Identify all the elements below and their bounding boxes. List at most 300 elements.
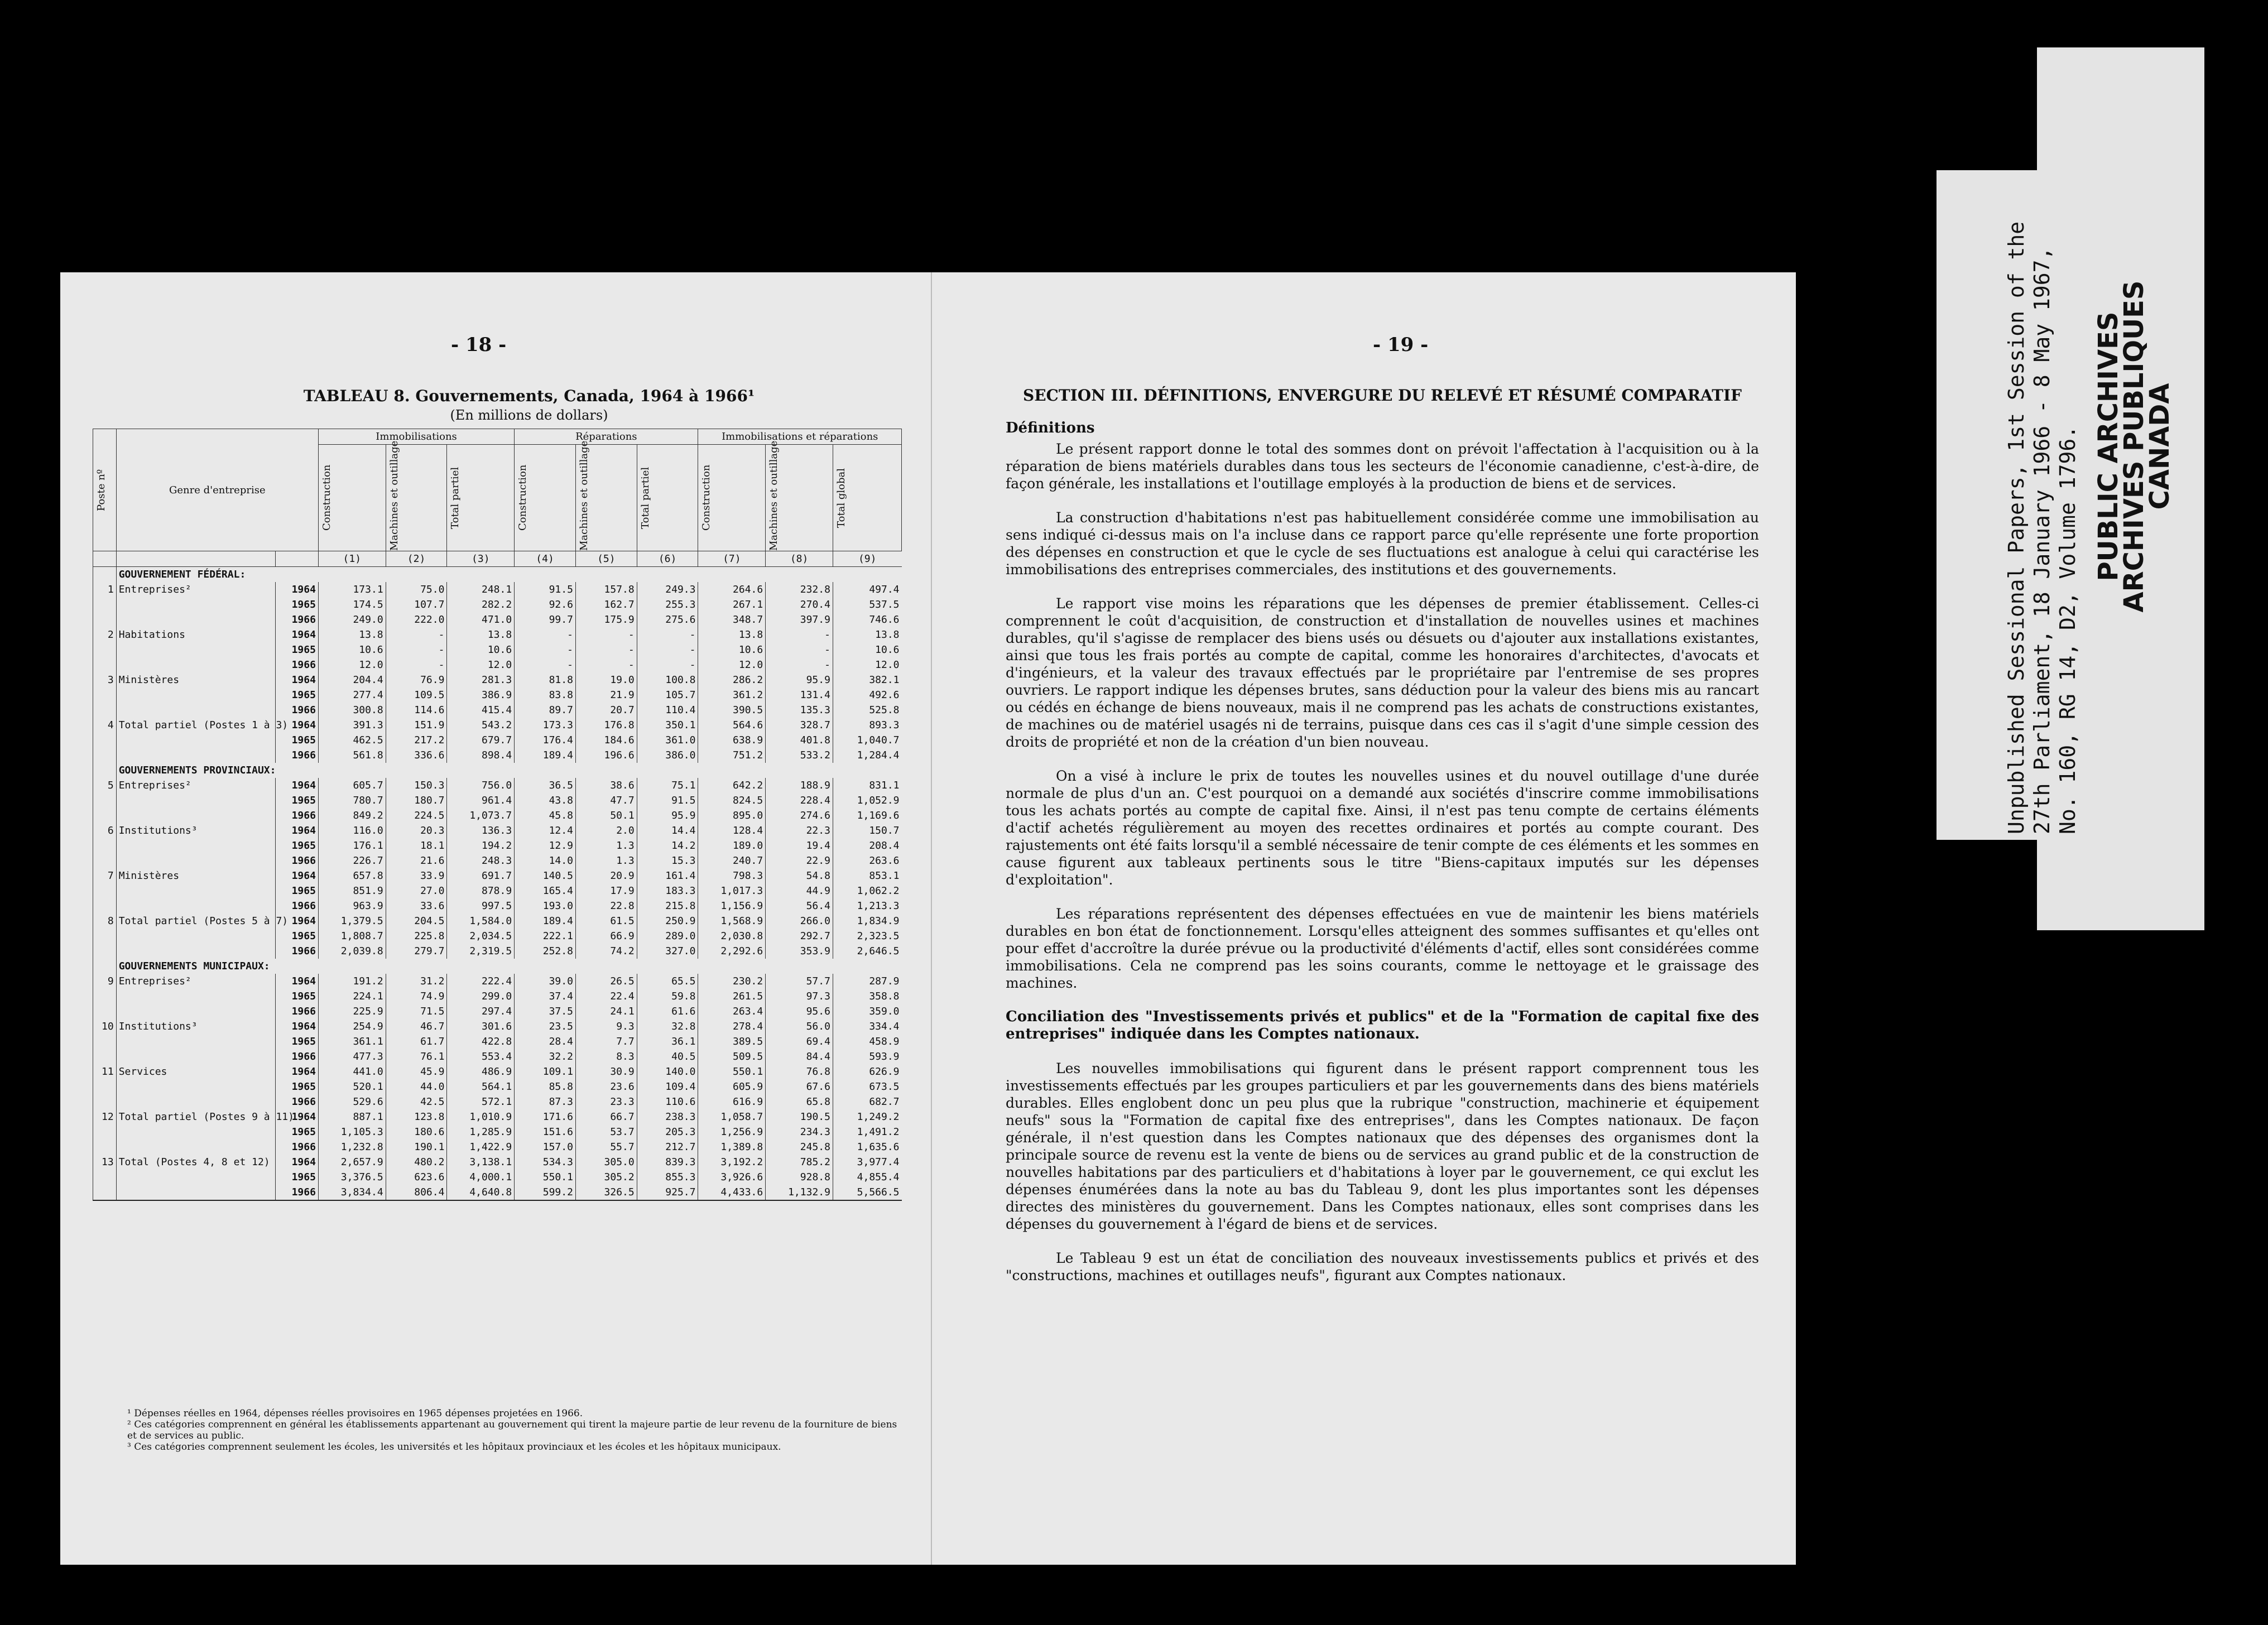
value-cell: 238.3 <box>637 1109 698 1124</box>
column-number: (3) <box>447 551 515 567</box>
column-number: (7) <box>698 551 766 567</box>
value-cell: 785.2 <box>766 1155 833 1170</box>
value-cell: 224.5 <box>386 808 447 823</box>
poste-cell: 6 <box>93 823 117 838</box>
value-cell: 33.6 <box>386 898 447 914</box>
value-cell: 69.4 <box>766 1034 833 1049</box>
paragraph: On a visé à inclure le prix de toutes les nouvelles usines et du nouvel outillage d'une durée normale de plus d'un an. C'est pourquoi on a demandé aux sociétés d'inscrire comme immobilisations tous les achats portés au compte de capital fixe. Ainsi, il n'est pas tenu compte de certains éléments d'actif achetés régulièrement au moyen des recettes ordinaires et portés au compte courant. Des rajustements ont été faits lorsqu'il a semblé nécessaire de tenir compte de ces éléments et les sommes en cause figurent aux tableaux pertinents sous le titre "Biens-capitaux imputés sur les dépenses d'exploitation". <box>1006 768 1759 888</box>
value-cell: 278.4 <box>698 1019 766 1034</box>
value-cell: 415.4 <box>447 703 515 718</box>
row-label <box>116 688 275 703</box>
value-cell: 157.8 <box>575 582 637 597</box>
row-label <box>116 733 275 748</box>
definitions-heading: Définitions <box>1006 420 1095 436</box>
value-cell: 14.0 <box>515 853 576 868</box>
value-cell: 4,640.8 <box>447 1185 515 1200</box>
poste-cell: 9 <box>93 974 117 989</box>
value-cell: 599.2 <box>515 1185 576 1200</box>
value-cell: 851.9 <box>318 883 386 898</box>
value-cell: 358.8 <box>833 989 901 1004</box>
header-group-immobilisations: Immobilisations <box>318 429 514 445</box>
value-cell: 593.9 <box>833 1049 901 1064</box>
value-cell: 184.6 <box>575 733 637 748</box>
value-cell: 50.1 <box>575 808 637 823</box>
table-row <box>93 703 902 718</box>
value-cell: 76.1 <box>386 1049 447 1064</box>
value-cell: 230.2 <box>698 974 766 989</box>
value-cell: 109.5 <box>386 688 447 703</box>
table-row <box>93 642 902 657</box>
value-cell: 204.4 <box>318 672 386 688</box>
value-cell: 89.7 <box>515 703 576 718</box>
value-cell: 131.4 <box>766 688 833 703</box>
row-label: Ministères <box>116 672 275 688</box>
archive-note-line: 27th Parliament, 18 January 1966 - 8 May 1967, <box>2030 247 2054 834</box>
value-cell: 2,030.8 <box>698 929 766 944</box>
value-cell: 2,646.5 <box>833 944 901 959</box>
row-label: Total partiel (Postes 5 à 7) <box>116 914 275 929</box>
value-cell: 361.0 <box>637 733 698 748</box>
value-cell: 626.9 <box>833 1064 901 1079</box>
subheader-col-4: Construction <box>515 445 576 551</box>
value-cell: 564.6 <box>698 718 766 733</box>
poste-cell: 4 <box>93 718 117 733</box>
row-label <box>116 1124 275 1140</box>
value-cell: 75.1 <box>637 778 698 793</box>
value-cell: 20.7 <box>575 703 637 718</box>
value-cell: 1,105.3 <box>318 1124 386 1140</box>
year-cell: 1966 <box>276 1185 319 1200</box>
value-cell: 1,010.9 <box>447 1109 515 1124</box>
value-cell: 261.5 <box>698 989 766 1004</box>
value-cell: 642.2 <box>698 778 766 793</box>
year-cell: 1965 <box>276 1079 319 1094</box>
subheader-col-3: Total partiel <box>447 445 515 551</box>
poste-cell <box>93 853 117 868</box>
table-row <box>93 1155 902 1170</box>
value-cell: 1,017.3 <box>698 883 766 898</box>
value-cell: 1,169.6 <box>833 808 901 823</box>
value-cell: 55.7 <box>575 1140 637 1155</box>
row-label: Total partiel (Postes 1 à 3) <box>116 718 275 733</box>
value-cell: 110.4 <box>637 703 698 718</box>
value-cell: 616.9 <box>698 1094 766 1109</box>
year-cell: 1965 <box>276 597 319 612</box>
year-cell: 1964 <box>276 868 319 883</box>
row-label <box>116 1049 275 1064</box>
value-cell: 116.0 <box>318 823 386 838</box>
value-cell: 348.7 <box>698 612 766 627</box>
poste-cell: 13 <box>93 1155 117 1170</box>
value-cell: 13.8 <box>318 627 386 642</box>
value-cell: 10.6 <box>447 642 515 657</box>
poste-cell: 10 <box>93 1019 117 1034</box>
table-title <box>138 387 920 425</box>
year-cell: 1965 <box>276 1170 319 1185</box>
value-cell: 270.4 <box>766 597 833 612</box>
value-cell: 95.9 <box>637 808 698 823</box>
table-row <box>93 808 902 823</box>
value-cell: 24.1 <box>575 1004 637 1019</box>
value-cell: 1.3 <box>575 838 637 853</box>
value-cell: 36.5 <box>515 778 576 793</box>
value-cell: 71.5 <box>386 1004 447 1019</box>
value-cell: 5,566.5 <box>833 1185 901 1200</box>
value-cell: 248.1 <box>447 582 515 597</box>
poste-cell <box>93 793 117 808</box>
value-cell: 525.8 <box>833 703 901 718</box>
year-cell: 1964 <box>276 672 319 688</box>
table-row <box>93 688 902 703</box>
value-cell: 497.4 <box>833 582 901 597</box>
header-genre: Genre d'entreprise <box>116 429 318 551</box>
value-cell: 289.0 <box>637 929 698 944</box>
header-group-reparations: Réparations <box>515 429 698 445</box>
archive-stamp-line: ARCHIVES PUBLIQUES <box>2118 280 2150 613</box>
value-cell: 176.4 <box>515 733 576 748</box>
value-cell: 299.0 <box>447 989 515 1004</box>
value-cell: 638.9 <box>698 733 766 748</box>
value-cell: 281.3 <box>447 672 515 688</box>
group-label: GOUVERNEMENTS PROVINCIAUX: <box>116 763 901 778</box>
column-number: (5) <box>575 551 637 567</box>
value-cell: 458.9 <box>833 1034 901 1049</box>
value-cell: 849.2 <box>318 808 386 823</box>
value-cell: 193.0 <box>515 898 576 914</box>
value-cell: 391.3 <box>318 718 386 733</box>
footnote: ¹ Dépenses réelles en 1964, dépenses réelles provisoires en 1965 dépenses projetées en 1966. <box>127 1408 583 1419</box>
row-label: Entreprises² <box>116 778 275 793</box>
column-number: (8) <box>766 551 833 567</box>
value-cell: 529.6 <box>318 1094 386 1109</box>
paragraph: Les nouvelles immobilisations qui figurent dans le présent rapport comprennent tous les investissements effectués par les groupes particuliers et par les gouvernements dans des biens matériels durables. Elles englobent donc un peu plus que la rubrique "construction, machinerie et équipement neufs" sous la "Formation de capital fixe des entreprises", dans les Comptes nationaux. De façon générale, il n'est question dans les Comptes nationaux que des dépenses des organismes dont la principale source de revenu est la vente de biens ou de services au grand public et de la construction de nouvelles habitations par des particuliers et d'habitations à loyer par le gouvernement, ce qui exclut les dépenses énumérées dans la note au bas du Tableau 9, dont les plus importantes sont les dépenses directes des ministères du gouvernement. Dans les Comptes nationaux, elles sont comprises dans les dépenses du gouvernement à l'égard de biens et de services. <box>1006 1060 1759 1232</box>
value-cell: 222.0 <box>386 612 447 627</box>
value-cell: 1,584.0 <box>447 914 515 929</box>
footnotes <box>127 1408 897 1453</box>
value-cell: 305.0 <box>575 1155 637 1170</box>
row-label <box>116 1094 275 1109</box>
value-cell: 171.6 <box>515 1109 576 1124</box>
value-cell: 292.7 <box>766 929 833 944</box>
value-cell: 806.4 <box>386 1185 447 1200</box>
value-cell: 831.1 <box>833 778 901 793</box>
value-cell: 1,249.2 <box>833 1109 901 1124</box>
row-label <box>116 657 275 672</box>
table-row <box>93 612 902 627</box>
poste-cell: 1 <box>93 582 117 597</box>
archive-reference-note <box>2003 109 2080 834</box>
value-cell: 110.6 <box>637 1094 698 1109</box>
section-title: SECTION III. DÉFINITIONS, ENVERGURE DU RELEVÉ ET RÉSUMÉ COMPARATIF <box>1022 386 1742 405</box>
value-cell: 190.5 <box>766 1109 833 1124</box>
header-poste: Poste nº <box>93 429 117 551</box>
value-cell: 225.9 <box>318 1004 386 1019</box>
value-cell: 151.6 <box>515 1124 576 1140</box>
value-cell: - <box>766 642 833 657</box>
subheader-col-6: Total partiel <box>637 445 698 551</box>
year-cell: 1964 <box>276 914 319 929</box>
table-row <box>93 898 902 914</box>
row-label <box>116 793 275 808</box>
value-cell: - <box>575 657 637 672</box>
poste-cell <box>93 703 117 718</box>
value-cell: 17.9 <box>575 883 637 898</box>
value-cell: 57.7 <box>766 974 833 989</box>
table-body <box>93 551 902 1201</box>
value-cell: 361.1 <box>318 1034 386 1049</box>
value-cell: 176.1 <box>318 838 386 853</box>
year-cell: 1966 <box>276 1140 319 1155</box>
row-label <box>116 853 275 868</box>
value-cell: 180.6 <box>386 1124 447 1140</box>
value-cell: 255.3 <box>637 597 698 612</box>
value-cell: 534.3 <box>515 1155 576 1170</box>
value-cell: 22.9 <box>766 853 833 868</box>
value-cell: 173.1 <box>318 582 386 597</box>
value-cell: 38.6 <box>575 778 637 793</box>
value-cell: 263.6 <box>833 853 901 868</box>
value-cell: 1,073.7 <box>447 808 515 823</box>
poste-cell <box>93 748 117 763</box>
year-cell: 1966 <box>276 808 319 823</box>
poste-cell <box>93 944 117 959</box>
poste-cell <box>93 597 117 612</box>
table-row <box>93 1049 902 1064</box>
year-cell: 1966 <box>276 853 319 868</box>
conciliation-heading: Conciliation des "Investissements privés et publics" et de la "Formation de capital fixe des entreprises" indiquée dans les Comptes nationaux. <box>1006 1008 1759 1042</box>
value-cell: 898.4 <box>447 748 515 763</box>
poste-cell <box>93 688 117 703</box>
value-cell: 553.4 <box>447 1049 515 1064</box>
table-row <box>93 1109 902 1124</box>
value-cell: 43.8 <box>515 793 576 808</box>
value-cell: 3,138.1 <box>447 1155 515 1170</box>
value-cell: 23.3 <box>575 1094 637 1109</box>
value-cell: - <box>637 657 698 672</box>
value-cell: 191.2 <box>318 974 386 989</box>
header-group-total: Immobilisations et réparations <box>698 429 902 445</box>
year-cell: 1964 <box>276 718 319 733</box>
poste-cell <box>93 1079 117 1094</box>
value-cell: 232.8 <box>766 582 833 597</box>
value-cell: - <box>637 627 698 642</box>
value-cell: 12.4 <box>515 823 576 838</box>
table-title-text: TABLEAU 8. Gouvernements, Canada, 1964 à 1966¹ <box>303 387 755 405</box>
year-cell: 1964 <box>276 974 319 989</box>
row-label: Total partiel (Postes 9 à 11) <box>116 1109 275 1124</box>
value-cell: 100.8 <box>637 672 698 688</box>
value-cell: 1,285.9 <box>447 1124 515 1140</box>
value-cell: 441.0 <box>318 1064 386 1079</box>
value-cell: 1.3 <box>575 853 637 868</box>
table-row <box>93 1064 902 1079</box>
value-cell: 1,213.3 <box>833 898 901 914</box>
subheader-col-8: Machines et outillage <box>766 445 833 551</box>
value-cell: 605.9 <box>698 1079 766 1094</box>
data-table <box>93 429 902 1201</box>
value-cell: 23.5 <box>515 1019 576 1034</box>
column-number: (4) <box>515 551 576 567</box>
value-cell: 189.0 <box>698 838 766 853</box>
value-cell: 2.0 <box>575 823 637 838</box>
row-label <box>116 808 275 823</box>
year-cell: 1964 <box>276 627 319 642</box>
value-cell: 471.0 <box>447 612 515 627</box>
value-cell: 14.2 <box>637 838 698 853</box>
value-cell: 543.2 <box>447 718 515 733</box>
value-cell: 204.5 <box>386 914 447 929</box>
subheader-col-5: Machines et outillage <box>575 445 637 551</box>
table-row <box>93 718 902 733</box>
row-label <box>116 1185 275 1200</box>
value-cell: 189.4 <box>515 748 576 763</box>
value-cell: 190.1 <box>386 1140 447 1155</box>
table-row <box>93 1124 902 1140</box>
table-row <box>93 672 902 688</box>
value-cell: 151.9 <box>386 718 447 733</box>
value-cell: 22.8 <box>575 898 637 914</box>
value-cell: 1,052.9 <box>833 793 901 808</box>
poste-cell: 2 <box>93 627 117 642</box>
value-cell: 97.3 <box>766 989 833 1004</box>
value-cell: 95.6 <box>766 1004 833 1019</box>
row-label <box>116 989 275 1004</box>
value-cell: 264.6 <box>698 582 766 597</box>
value-cell: 1,568.9 <box>698 914 766 929</box>
row-label <box>116 883 275 898</box>
value-cell: 217.2 <box>386 733 447 748</box>
poste-cell <box>93 808 117 823</box>
table-row <box>93 914 902 929</box>
value-cell: 1,834.9 <box>833 914 901 929</box>
poste-cell: 3 <box>93 672 117 688</box>
value-cell: 46.7 <box>386 1019 447 1034</box>
right-page-content <box>1006 387 1759 1301</box>
value-cell: 74.2 <box>575 944 637 959</box>
archive-note-line: Unpublished Sessional Papers, 1st Session of the <box>2004 221 2029 834</box>
table-subtitle: (En millions de dollars) <box>450 407 608 423</box>
column-number: (9) <box>833 551 901 567</box>
value-cell: 61.6 <box>637 1004 698 1019</box>
value-cell: 10.6 <box>833 642 901 657</box>
value-cell: 76.8 <box>766 1064 833 1079</box>
value-cell: 2,319.5 <box>447 944 515 959</box>
column-number: (1) <box>318 551 386 567</box>
value-cell: 382.1 <box>833 672 901 688</box>
value-cell: 250.9 <box>637 914 698 929</box>
value-cell: 3,926.6 <box>698 1170 766 1185</box>
value-cell: 26.5 <box>575 974 637 989</box>
row-label <box>116 1140 275 1155</box>
value-cell: - <box>515 642 576 657</box>
value-cell: - <box>386 627 447 642</box>
value-cell: 87.3 <box>515 1094 576 1109</box>
value-cell: 2,034.5 <box>447 929 515 944</box>
left-page <box>60 272 931 1565</box>
value-cell: 386.9 <box>447 688 515 703</box>
value-cell: 780.7 <box>318 793 386 808</box>
value-cell: 334.4 <box>833 1019 901 1034</box>
value-cell: 9.3 <box>575 1019 637 1034</box>
poste-cell <box>93 838 117 853</box>
value-cell: 4,000.1 <box>447 1170 515 1185</box>
row-label <box>116 748 275 763</box>
table-row <box>93 868 902 883</box>
value-cell: 550.1 <box>698 1064 766 1079</box>
value-cell: 1,062.2 <box>833 883 901 898</box>
column-number: (6) <box>637 551 698 567</box>
table-row <box>93 974 902 989</box>
value-cell: 297.4 <box>447 1004 515 1019</box>
value-cell: 83.8 <box>515 688 576 703</box>
value-cell: 682.7 <box>833 1094 901 1109</box>
value-cell: 222.1 <box>515 929 576 944</box>
value-cell: 282.2 <box>447 597 515 612</box>
poste-cell <box>93 1185 117 1200</box>
value-cell: 245.8 <box>766 1140 833 1155</box>
value-cell: 252.8 <box>515 944 576 959</box>
paragraph: Les réparations représentent des dépenses effectuées en vue de maintenir les biens matériels durables en bon état de fonctionnement. Lorsqu'elles atteignent des sommes suffisantes et qu'elles ont pour effet d'accroître la durée prévue ou la productivité d'éléments d'actif, elles sont considérées comme immobilisations. Cela ne comprend pas les soins courants, comme le nettoyage et le graissage des machines. <box>1006 906 1759 991</box>
value-cell: 605.7 <box>318 778 386 793</box>
subheader-col-1: Construction <box>318 445 386 551</box>
value-cell: 222.4 <box>447 974 515 989</box>
table-row <box>93 838 902 853</box>
poste-cell: 7 <box>93 868 117 883</box>
value-cell: 623.6 <box>386 1170 447 1185</box>
paragraph: Le rapport vise moins les réparations que les dépenses de premier établissement. Celles-ci comprennent le coût d'acquisition, de construction et d'installation de nouvelles usines et machines durables, qu'il s'agisse de remplacer des biens usés ou désuets ou d'ajouter aux installations existantes, ainsi que tous les frais portés au compte de capital, comme les honoraires d'architectes, d'avocats et d'ingénieurs, et la valeur des travaux effectués par le propriétaire par l'entremise de ses propres ouvriers. Le rapport indique les dépenses brutes, sans déduction pour la valeur des biens mis au rancart ou cédés en échange de biens nouveaux, mais il ne comprend pas les achats de constructions existantes, de machines ou de matériel usagés ni de terrains, puisque dans ces cas il s'agit d'une simple cession des droits de propriété et non de la création d'un bien nouveau. <box>1006 595 1759 750</box>
value-cell: 1,379.5 <box>318 914 386 929</box>
value-cell: 509.5 <box>698 1049 766 1064</box>
year-cell: 1966 <box>276 1049 319 1064</box>
poste-cell: 11 <box>93 1064 117 1079</box>
value-cell: 249.0 <box>318 612 386 627</box>
value-cell: 36.1 <box>637 1034 698 1049</box>
value-cell: 174.5 <box>318 597 386 612</box>
value-cell: 2,039.8 <box>318 944 386 959</box>
value-cell: 140.5 <box>515 868 576 883</box>
poste-cell <box>93 1049 117 1064</box>
value-cell: 839.3 <box>637 1155 698 1170</box>
value-cell: 1,808.7 <box>318 929 386 944</box>
table-row <box>93 944 902 959</box>
table-row <box>93 793 902 808</box>
value-cell: 266.0 <box>766 914 833 929</box>
value-cell: 42.5 <box>386 1094 447 1109</box>
value-cell: 19.0 <box>575 672 637 688</box>
value-cell: 7.7 <box>575 1034 637 1049</box>
value-cell: 963.9 <box>318 898 386 914</box>
value-cell: 30.9 <box>575 1064 637 1079</box>
value-cell: 196.6 <box>575 748 637 763</box>
value-cell: 215.8 <box>637 898 698 914</box>
value-cell: 212.7 <box>637 1140 698 1155</box>
value-cell: 85.8 <box>515 1079 576 1094</box>
value-cell: 12.9 <box>515 838 576 853</box>
value-cell: 27.0 <box>386 883 447 898</box>
row-label <box>116 642 275 657</box>
year-cell: 1965 <box>276 688 319 703</box>
table-group-row <box>93 763 902 778</box>
value-cell: 895.0 <box>698 808 766 823</box>
value-cell: 3,834.4 <box>318 1185 386 1200</box>
value-cell: 254.9 <box>318 1019 386 1034</box>
row-label <box>116 1034 275 1049</box>
row-label <box>116 1004 275 1019</box>
value-cell: 33.9 <box>386 868 447 883</box>
value-cell: 84.4 <box>766 1049 833 1064</box>
value-cell: 10.6 <box>698 642 766 657</box>
value-cell: 561.8 <box>318 748 386 763</box>
